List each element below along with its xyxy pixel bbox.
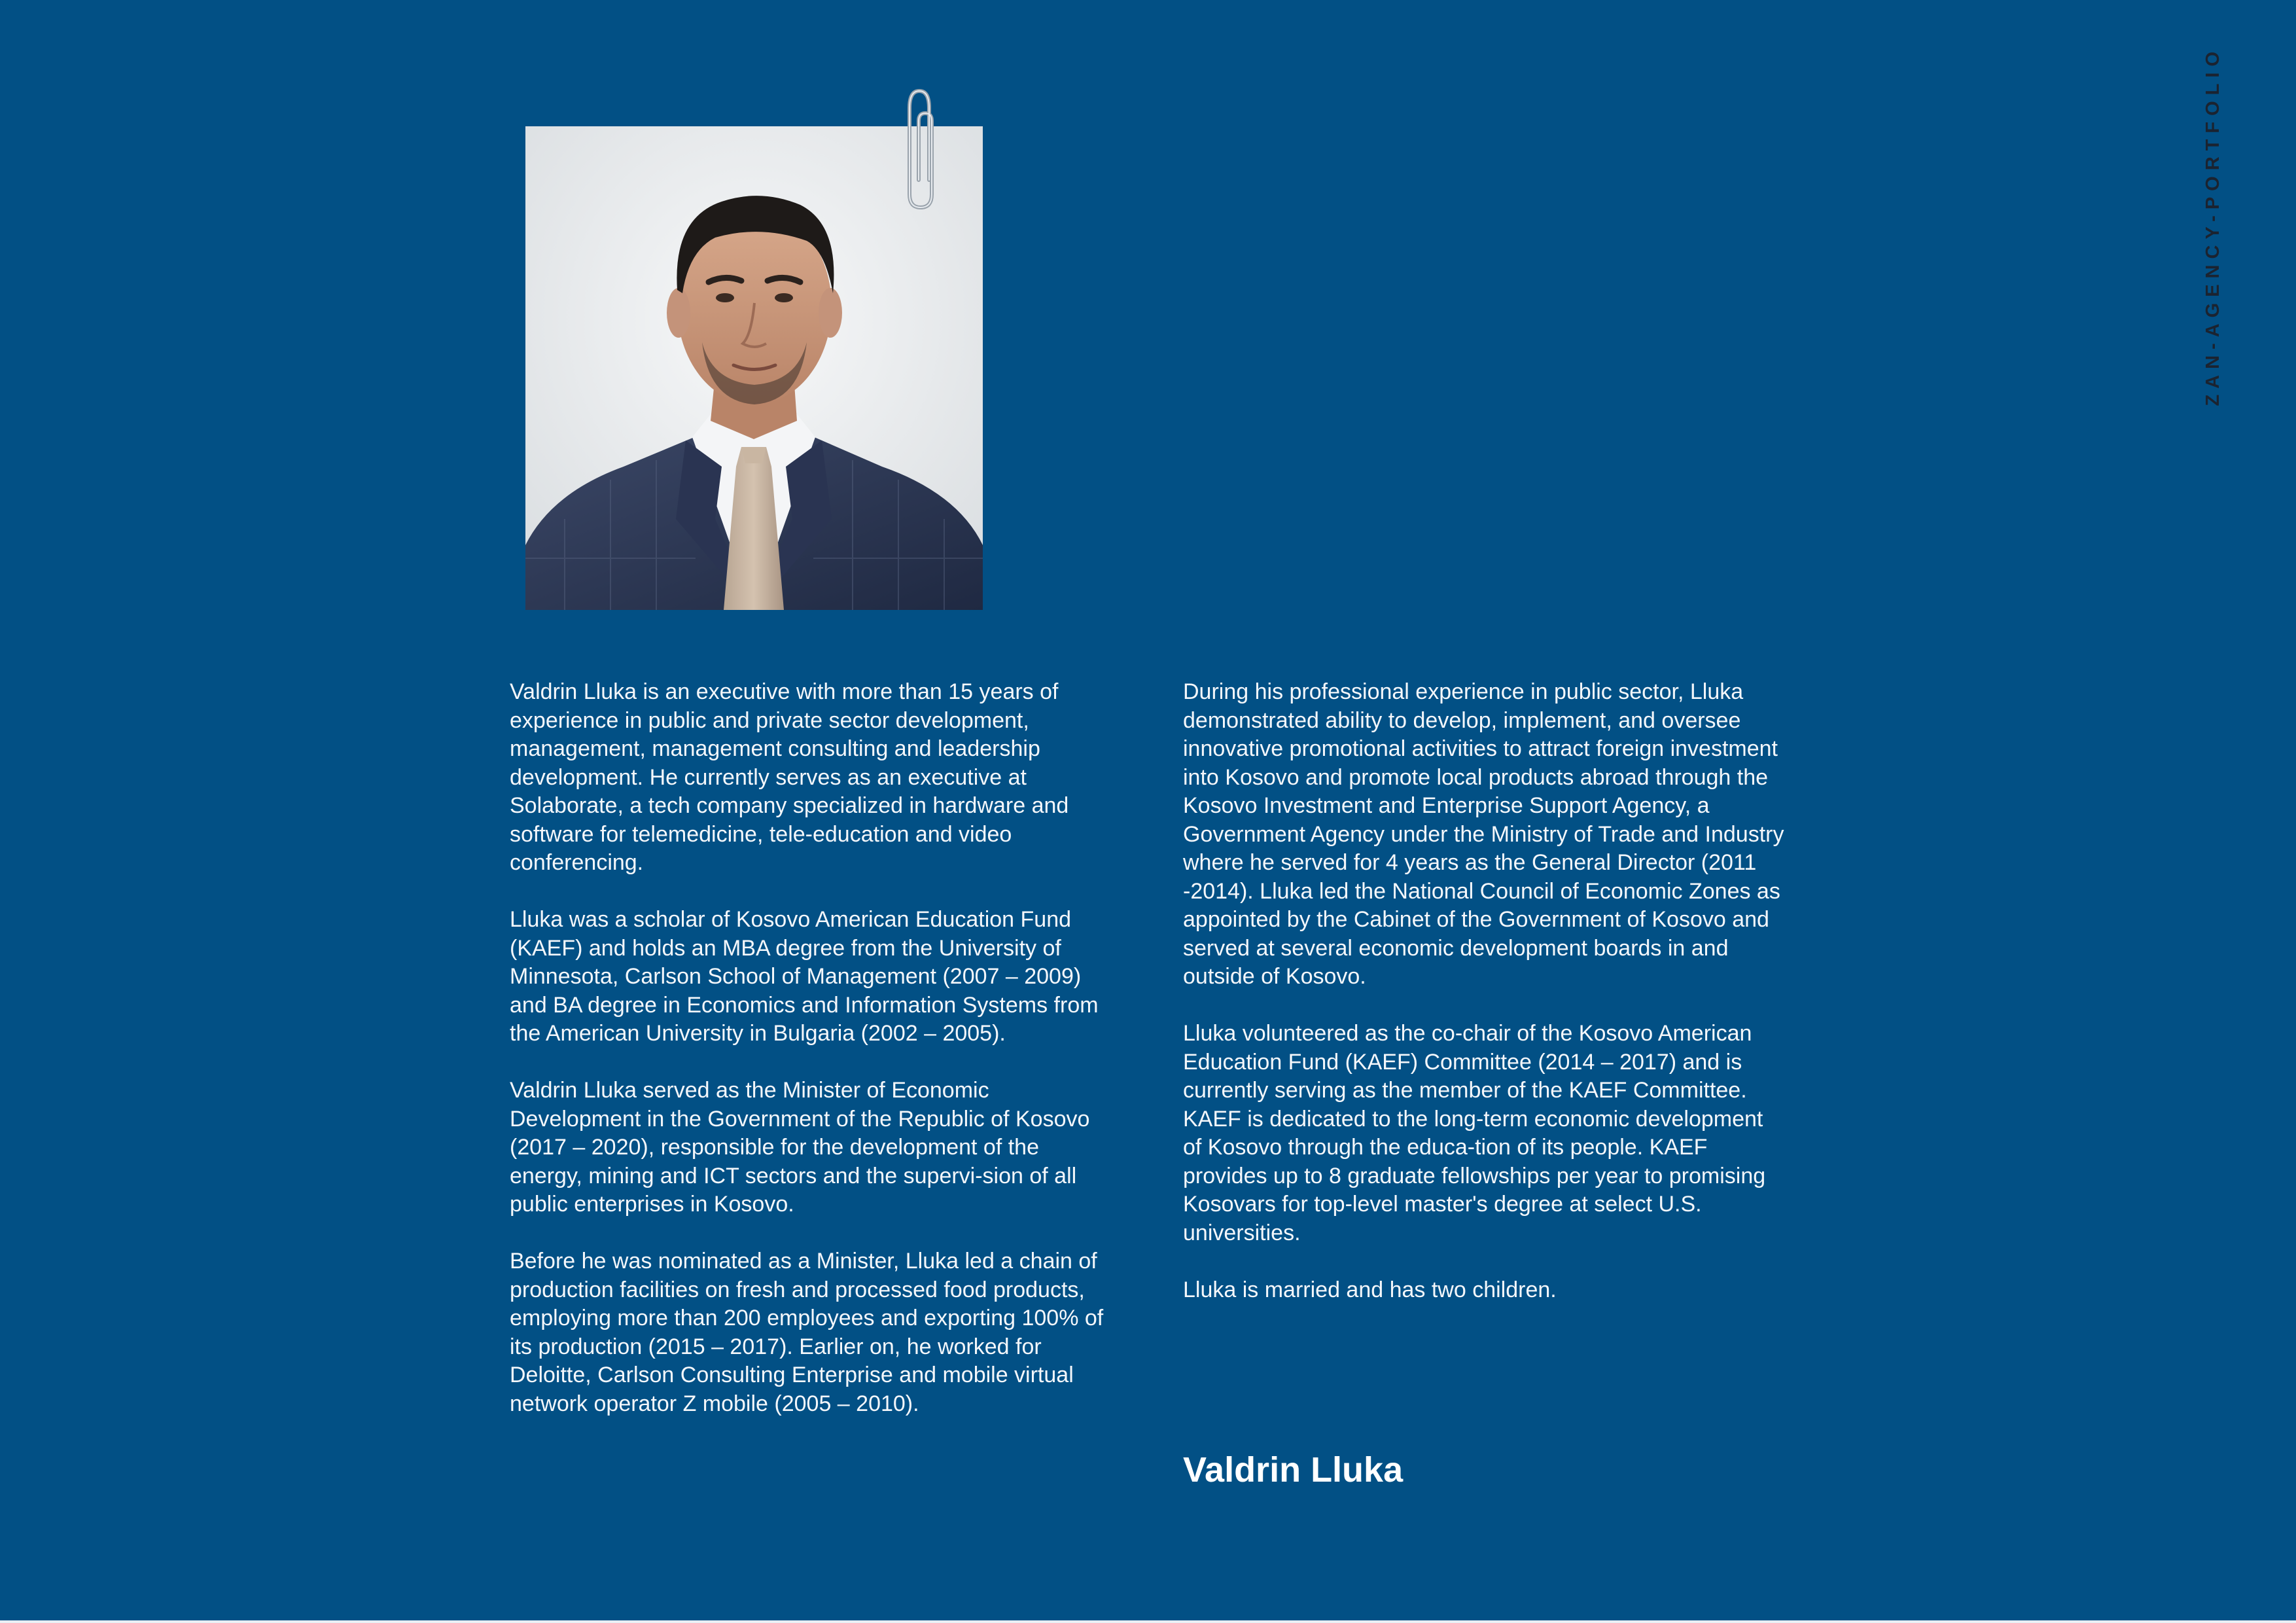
bio-paragraph: Lluka was a scholar of Kosovo American Education Fund (KAEF) and holds an MBA degree from the University of Minnesota, Carlson School of Management (2007 – 2009) and BA degree in Economics and Information Systems from the American University in Bulgaria (2002 – 2005). bbox=[510, 907, 1099, 1046]
bio-paragraph: Lluka volunteered as the co-chair of the Kosovo American Education Fund (KAEF) Committee (2014 – 2017) and is currently serving as the member of the KAEF Committee. KAEF is dedicated to the long-term economic development of Kosovo through the educa-tion of its people. KAEF provides up to 8 graduate fellowships per year to promising Kosovars for top-level master's degree at select U.S. universities. bbox=[1183, 1021, 1766, 1245]
bio-paragraph: Lluka is married and has two children. bbox=[1183, 1277, 1557, 1302]
bio-right-column bbox=[1183, 678, 1785, 1333]
bio-paragraph: Valdrin Lluka is an executive with more than 15 years of experience in public and private sector development, management, management consulting and leadership development. He currently serves as an executive at Solaborate, a tech company specialized in hardware and software for telemedicine, tele-education and video conferencing. bbox=[510, 679, 1069, 875]
vertical-portfolio-label: ZAN-AGENCY-PORTFOLIO bbox=[2202, 46, 2223, 406]
bio-paragraph: Valdrin Lluka served as the Minister of Economic Development in the Government of the Republic of Kosovo (2017 – 2020), responsible for the development of the energy, mining and ICT sectors and the supervi-sion of all public enterprises in Kosovo. bbox=[510, 1078, 1090, 1217]
page-bottom-edge bbox=[0, 1620, 2296, 1623]
paperclip-icon bbox=[898, 82, 944, 213]
signature-name: Valdrin Lluka bbox=[1183, 1450, 1404, 1489]
bio-paragraph: Before he was nominated as a Minister, Lluka led a chain of production facilities on fresh and processed food products, employing more than 200 employees and exporting 100% of its production (2015 – 2017). Earlier on, he worked for Deloitte, Carlson Consulting Enterprise and mobile virtual network operator Z mobile (2005 – 2010). bbox=[510, 1249, 1104, 1416]
bio-left-column bbox=[510, 678, 1112, 1447]
bio-paragraph: During his professional experience in public sector, Lluka demonstrated ability to develop, implement, and oversee innovative promotional activities to attract foreign investment into Kosovo and promote local products abroad through the Kosovo Investment and Enterprise Support Agency, a Government Agency under the Ministry of Trade and Industry where he served for 4 years as the General Director (2011 -2014). Lluka led the National Council of Economic Zones as appointed by the Cabinet of the Government of Kosovo and served at several economic development boards in and outside of Kosovo. bbox=[1183, 679, 1784, 989]
